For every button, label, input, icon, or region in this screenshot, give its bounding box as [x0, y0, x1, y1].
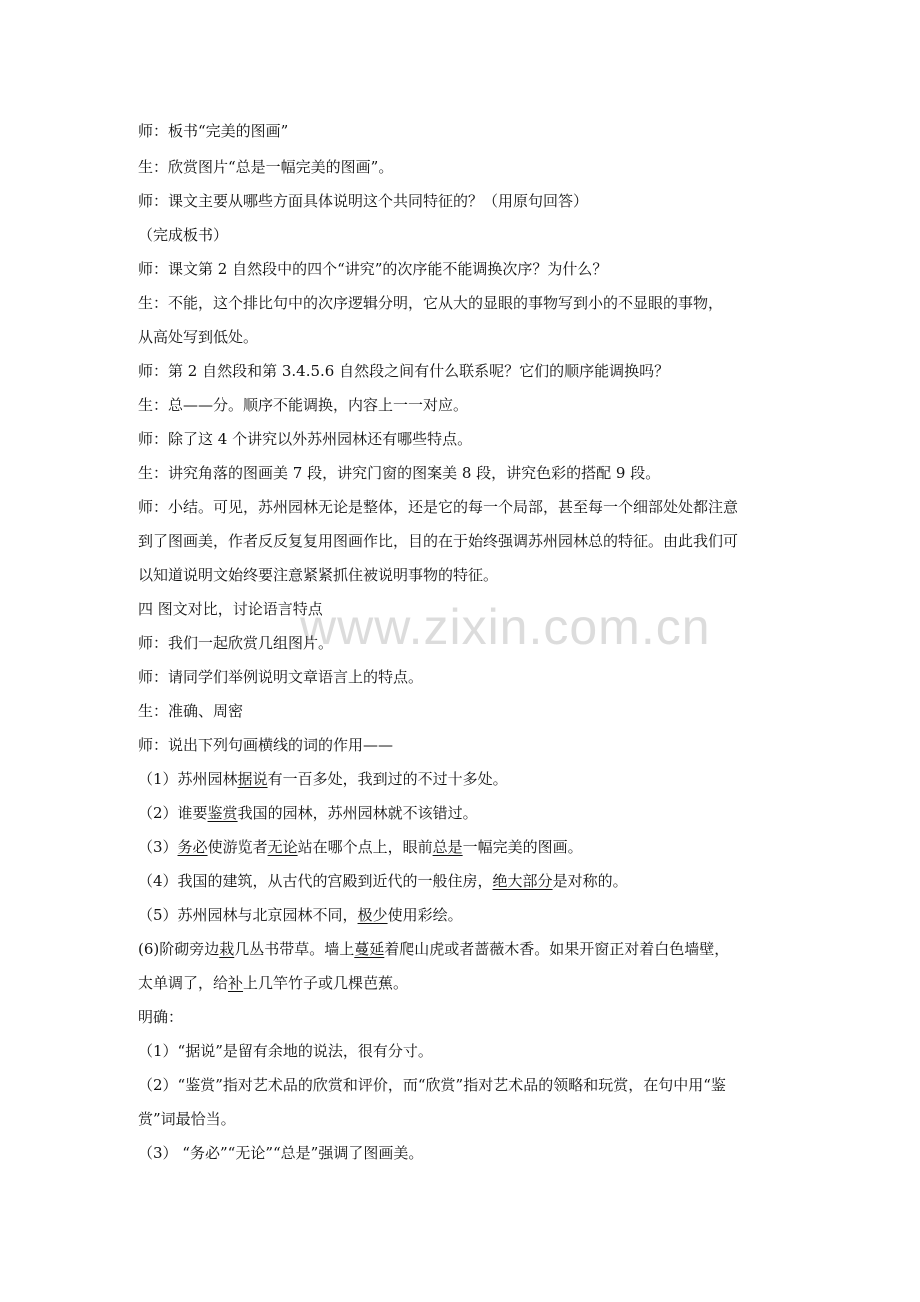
example-text: 是对称的。 — [552, 872, 628, 890]
underlined-word: 务必 — [177, 838, 208, 856]
example-text: （1）苏州园林 — [138, 770, 238, 788]
example-line — [138, 939, 788, 959]
example-text: 使游览者 — [207, 838, 268, 856]
example-line — [138, 905, 788, 925]
example-text: 太单调了，给 — [138, 974, 229, 992]
text-line: 师：除了这 4 个讲究以外苏州园林还有哪些特点。 — [138, 430, 473, 448]
example-text: 使用彩绘。 — [387, 906, 463, 924]
underlined-word: 绝大部分 — [492, 872, 553, 890]
example-text: 上几竿竹子或几棵芭蕉。 — [243, 974, 409, 992]
answer-heading: 明确： — [138, 1008, 184, 1026]
example-text: 站在哪个点上，眼前 — [297, 838, 433, 856]
underlined-word: 无论 — [267, 838, 298, 856]
underlined-word: 蔓延 — [354, 940, 385, 958]
text-line: 以知道说明文始终要注意紧紧抓住被说明事物的特征。 — [138, 566, 499, 584]
example-line — [138, 837, 788, 857]
example-text: （5）苏州园林与北京园林不同， — [138, 906, 358, 924]
answer-line: 赏”词最恰当。 — [138, 1110, 236, 1128]
text-line: 生：讲究角落的图画美 7 段，讲究门窗的图案美 8 段，讲究色彩的搭配 9 段。 — [138, 464, 661, 482]
underlined-word: 极少 — [357, 906, 388, 924]
example-line — [138, 769, 788, 789]
example-text: 几丛书带草。墙上 — [234, 940, 355, 958]
text-line: 师：我们一起欣赏几组图片。 — [138, 634, 334, 652]
example-text: 我国的园林，苏州园林就不该错过。 — [237, 804, 478, 822]
answer-line: （2）“鉴赏”指对艺术品的欣赏和评价，而“欣赏”指对艺术品的领略和玩赏，在句中用“鉴 — [138, 1076, 726, 1094]
answer-line: （1）“据说”是留有余地的说法，很有分寸。 — [138, 1042, 433, 1060]
text-line: 生：不能，这个排比句中的次序逻辑分明，它从大的显眼的事物写到小的不显眼的事物， — [138, 294, 724, 312]
text-line: 师：板书“完美的图画” — [138, 122, 289, 140]
text-line: 到了图画美，作者反反复复用图画作比，目的在于始终强调苏州园林总的特征。由此我们可 — [138, 532, 739, 550]
text-line: 师：课文第 2 自然段中的四个“讲究”的次序能不能调换次序？为什么？ — [138, 260, 608, 278]
text-line: 生：准确、周密 — [138, 702, 244, 720]
example-text: （4）我国的建筑，从古代的宫殿到近代的一般住房， — [138, 872, 493, 890]
example-text: 有一百多处，我到过的不过十多处。 — [267, 770, 508, 788]
answer-line: （3） “务必”“无论”“总是”强调了图画美。 — [138, 1144, 424, 1162]
text-line: 师：请同学们举例说明文章语言上的特点。 — [138, 668, 424, 686]
text-line: （完成板书） — [138, 226, 229, 244]
text-line: 师：第 2 自然段和第 3.4.5.6 自然段之间有什么联系呢？它们的顺序能调换吗？ — [138, 362, 670, 380]
underlined-word: 补 — [228, 974, 244, 992]
example-line — [138, 871, 788, 891]
text-line: 师：小结。可见，苏州园林无论是整体，还是它的每一个局部，甚至每一个细部处处都注意 — [138, 498, 739, 516]
text-line: 从高处写到低处。 — [138, 328, 259, 346]
section-heading: 四 图文对比，讨论语言特点 — [138, 600, 323, 618]
underlined-word: 栽 — [219, 940, 235, 958]
example-line — [138, 973, 788, 993]
text-line: 师：课文主要从哪些方面具体说明这个共同特征的？（用原句回答） — [138, 192, 589, 210]
underlined-word: 据说 — [237, 770, 268, 788]
text-line: 师：说出下列句画横线的词的作用—— — [138, 736, 394, 754]
text-line: 生：总——分。顺序不能调换，内容上一一对应。 — [138, 396, 469, 414]
example-text: (6)阶砌旁边 — [138, 940, 220, 958]
example-line — [138, 803, 788, 823]
watermark: www.zixin.com.cn — [300, 599, 711, 655]
text-line: 生：欣赏图片“总是一幅完美的图画”。 — [138, 158, 394, 176]
example-text: （2）谁要 — [138, 804, 208, 822]
underlined-word: 鉴赏 — [207, 804, 238, 822]
underlined-word: 总是 — [432, 838, 463, 856]
example-text: （3） — [138, 838, 178, 856]
example-text: 一幅完美的图画。 — [462, 838, 583, 856]
example-text: 着爬山虎或者蔷薇木香。如果开窗正对着白色墙壁， — [384, 940, 730, 958]
